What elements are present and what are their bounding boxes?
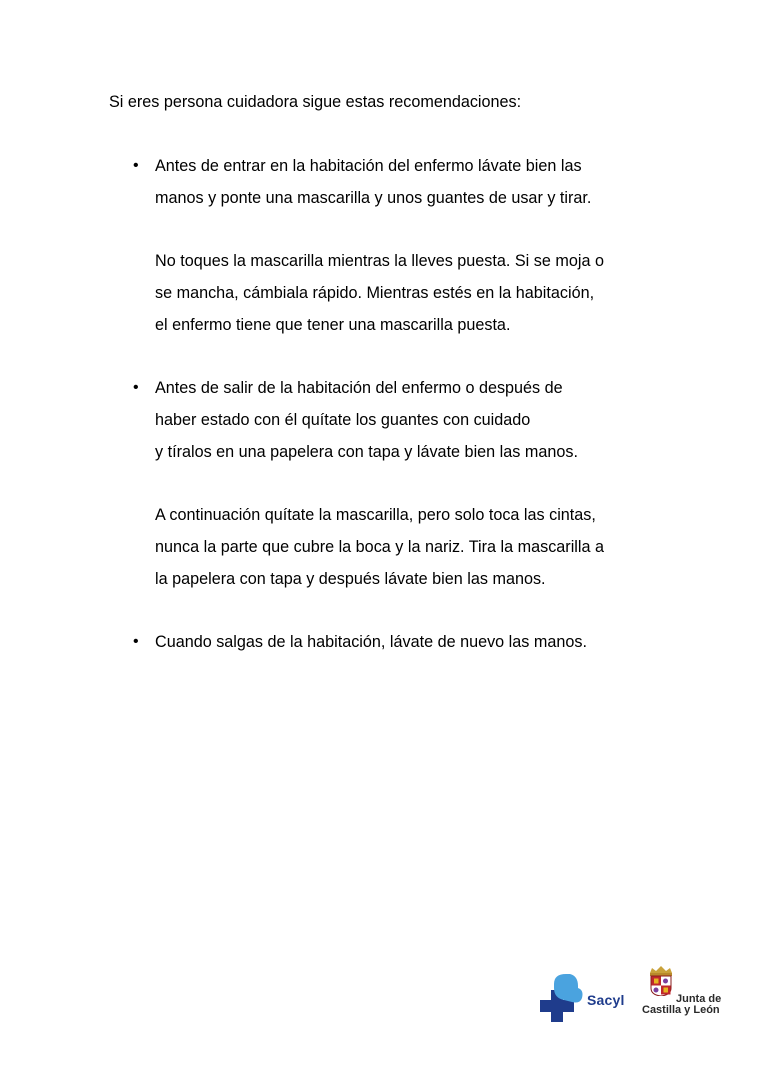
list-item: [109, 150, 656, 341]
paragraph: [155, 626, 656, 658]
text-line: se mancha, cámbiala rápido. Mientras estés en la habitación,: [155, 284, 595, 302]
text-line: y tíralos en una papelera con tapa y lávate bien las manos.: [155, 443, 578, 461]
text-line: Antes de salir de la habitación del enfermo o después de: [155, 379, 563, 397]
junta-label-line1: Junta de: [676, 993, 722, 1005]
paragraph: [155, 499, 656, 595]
footer-logos: [540, 966, 730, 1026]
bullet-icon: •: [133, 379, 139, 396]
junta-label-line2: Castilla y León: [642, 1004, 720, 1016]
text-line: A continuación quítate la mascarilla, pero solo toca las cintas,: [155, 506, 596, 524]
text-line: haber estado con él quítate los guantes con cuidado: [155, 411, 531, 429]
paragraph: [155, 150, 656, 214]
text-line: nunca la parte que cubre la boca y la nariz. Tira la mascarilla a: [155, 538, 604, 556]
junta-label: [640, 994, 730, 1016]
text-line: No toques la mascarilla mientras la lleves puesta. Si se moja o: [155, 252, 604, 270]
text-line: Antes de entrar en la habitación del enfermo lávate bien las: [155, 157, 582, 175]
text-line: Cuando salgas de la habitación, lávate de nuevo las manos.: [155, 633, 587, 651]
text-line: el enfermo tiene que tener una mascarilla puesta.: [155, 316, 511, 334]
list-item: [109, 626, 656, 658]
paragraph: [155, 245, 656, 341]
bullet-icon: •: [133, 157, 139, 174]
text-line: la papelera con tapa y después lávate bien las manos.: [155, 570, 546, 588]
intro-text: Si eres persona cuidadora sigue estas recomendaciones:: [109, 93, 522, 111]
sacyl-label: Sacyl: [587, 992, 625, 1008]
junta-logo: [640, 966, 730, 1022]
bullet-icon: •: [133, 633, 139, 650]
list-item: [109, 372, 656, 595]
sacyl-cross-icon: [540, 974, 590, 1022]
paragraph: [155, 372, 656, 468]
coat-of-arms-icon: [644, 966, 678, 996]
sacyl-logo: [540, 974, 628, 1022]
recommendations-list: [109, 150, 656, 658]
text-line: manos y ponte una mascarilla y unos guantes de usar y tirar.: [155, 189, 592, 207]
